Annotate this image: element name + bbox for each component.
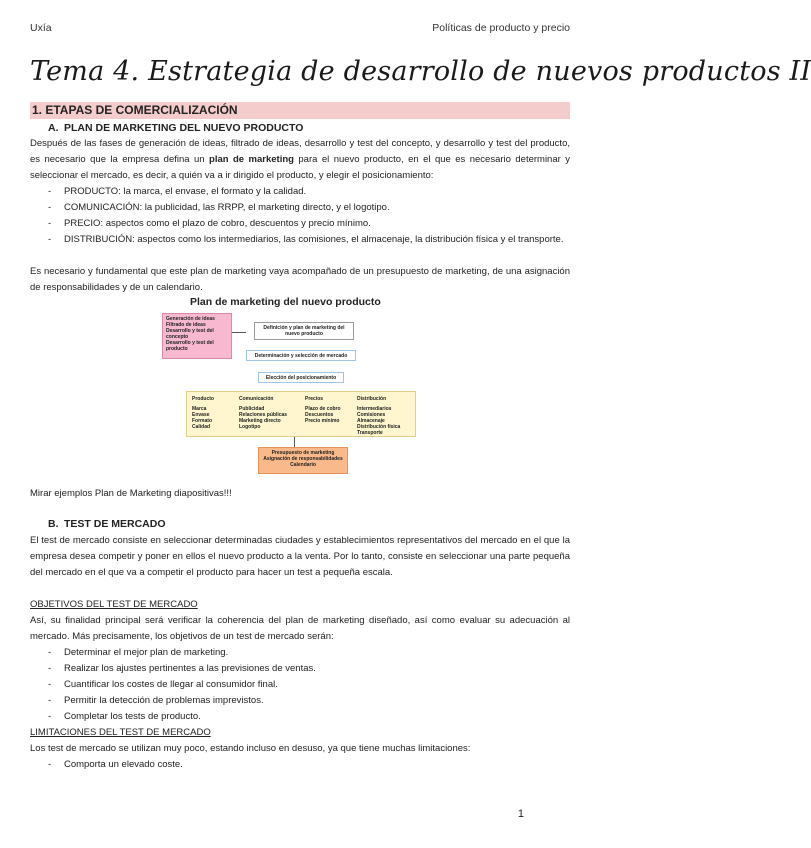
diagram-mix-item: Marketing directo — [239, 418, 281, 424]
header-author: Uxía — [30, 22, 52, 34]
diagram-mix-head: Precios — [305, 396, 324, 402]
diagram-mix-item: Marca — [192, 406, 207, 412]
objectives-list — [30, 645, 570, 725]
paragraph-objectives: Así, su finalidad principal será verificar la coherencia del plan de marketing diseñado, así como evaluar su adecuación al mercado. Más precisamente, los objetivos de un test de mercado serán: — [30, 615, 570, 642]
diagram-mix-item: Comisiones — [357, 412, 386, 418]
diagram-title: Plan de marketing del nuevo producto — [190, 296, 381, 308]
list-item: - Permitir la detección de problemas imprevistos. — [30, 693, 570, 709]
marketing-mix-list — [30, 184, 570, 248]
subsection-b-heading — [48, 518, 166, 530]
subsection-a-label: PLAN DE MARKETING DEL NUEVO PRODUCTO — [64, 122, 304, 134]
diagram-budget-item: Calendario — [290, 462, 316, 468]
paragraph-limitations: Los test de mercado se utilizan muy poco, estando incluso en desuso, ya que tiene muchas limitaciones: — [30, 743, 471, 754]
diagram-mix-head: Distribución — [357, 396, 387, 402]
objectives-heading: OBJETIVOS DEL TEST DE MERCADO — [30, 599, 198, 610]
diagram-budget-item: Presupuesto de marketing — [271, 450, 335, 456]
list-item: - Determinar el mejor plan de marketing. — [30, 645, 570, 661]
diagram-mix-item: Precio mínimo — [305, 418, 340, 424]
diagram-mix-item: Envase — [192, 412, 210, 418]
diagram-mix-item: Publicidad — [239, 406, 265, 412]
diagram-mix-col-distribution — [357, 396, 400, 436]
note-slides: Mirar ejemplos Plan de Marketing diapositivas!!! — [30, 488, 232, 499]
list-item: - COMUNICACIÓN: la publicidad, las RRPP, el marketing directo, y el logotipo. — [30, 200, 570, 216]
diagram-mix-head: Producto — [192, 396, 214, 402]
diagram-phase: Desarrollo y test del concepto — [166, 328, 214, 340]
diagram-connector — [232, 332, 246, 333]
page-title: Tema 4. Estrategia de desarrollo de nuevos productos II — [30, 56, 811, 87]
diagram-mix-item: Descuentos — [305, 412, 334, 418]
diagram-mix-head: Comunicación — [239, 396, 274, 402]
list-item: - PRODUCTO: la marca, el envase, el formato y la calidad. — [30, 184, 570, 200]
diagram-mix-item: Intermediarios — [357, 406, 392, 412]
diagram-mix-item: Distribución física — [357, 424, 401, 430]
diagram-connector — [294, 437, 295, 447]
paragraph-text: para el nuevo producto, en el que es necesario determinar y seleccionar el mercado, es decir, a quién va a ir dirigido el producto, y elegir el posicionamiento: — [30, 154, 570, 181]
list-item: - Realizar los ajustes pertinentes a las previsiones de ventas. — [30, 661, 570, 677]
diagram-positioning-box: Elección del posicionamiento — [258, 372, 344, 383]
section-heading: 1. ETAPAS DE COMERCIALIZACIÓN — [30, 102, 570, 119]
diagram-phase: Generación de ideas — [166, 316, 215, 322]
paragraph-bold-term: plan de marketing — [209, 154, 294, 165]
page-number: 1 — [517, 808, 524, 820]
subsection-a-heading — [48, 122, 303, 134]
diagram-mix-item: Almacenaje — [357, 418, 385, 424]
diagram-mix-item: Logotipo — [239, 424, 261, 430]
diagram-mix-item: Relaciones públicas — [239, 412, 288, 418]
marketing-plan-diagram — [162, 296, 437, 484]
limitations-heading: LIMITACIONES DEL TEST DE MERCADO — [30, 727, 211, 738]
paragraph-plan-intro — [30, 136, 570, 184]
diagram-mix-item: Transporte — [357, 430, 383, 436]
diagram-mix-item: Plazo de cobro — [305, 406, 341, 412]
diagram-mix-col-communication — [239, 396, 287, 430]
diagram-phase: Filtrado de ideas — [166, 322, 206, 328]
diagram-target-box: Determinación y selección de mercado — [246, 350, 356, 361]
diagram-mix-col-product — [192, 396, 214, 430]
diagram-mix-item: Formato — [192, 418, 212, 424]
diagram-budget-item: Asignación de responsabilidades — [263, 456, 343, 462]
paragraph-text: Después de las fases de generación de ideas, filtrado de ideas, desarrollo y test del concepto, y desarrollo y test del producto, es necesario que la empresa defina un — [30, 138, 570, 165]
paragraph-market-test: El test de mercado consiste en seleccionar determinadas ciudades y establecimientos representativos del mercado en el que la empresa desea competir y poner en ellos el nuevo producto a la venta. Por lo tanto, consiste en seleccionar una parte pequeña del mercado en el que va a competir el producto para hacer un test a pequeña escala. — [30, 535, 570, 578]
paragraph-budget: Es necesario y fundamental que este plan de marketing vaya acompañado de un presupuesto de marketing, de una asignación de responsabilidades y de un calendario. — [30, 266, 570, 293]
header-subject: Políticas de producto y precio — [432, 22, 570, 34]
subsection-b-letter: B. — [48, 518, 59, 530]
diagram-mix-col-prices — [305, 396, 341, 424]
list-item: - PRECIO: aspectos como el plazo de cobro, descuentos y precio mínimo. — [30, 216, 570, 232]
list-item: - Comporta un elevado coste. — [30, 757, 570, 773]
diagram-phases-box — [162, 313, 232, 359]
list-item: - Cuantificar los costes de llegar al consumidor final. — [30, 677, 570, 693]
diagram-mix-item: Calidad — [192, 424, 211, 430]
limitations-list — [30, 757, 570, 773]
diagram-budget-box — [258, 447, 348, 474]
diagram-phase: Desarrollo y test del producto — [166, 340, 214, 352]
subsection-a-letter: A. — [48, 122, 59, 134]
diagram-definition-box: Definición y plan de marketing del nuevo producto — [254, 322, 354, 340]
list-item: - Completar los tests de producto. — [30, 709, 570, 725]
subsection-b-label: TEST DE MERCADO — [64, 518, 166, 530]
list-item: - DISTRIBUCIÓN: aspectos como los intermediarios, las comisiones, el almacenaje, la distribución física y el transporte. — [30, 232, 570, 248]
diagram-mix-box — [186, 391, 416, 437]
